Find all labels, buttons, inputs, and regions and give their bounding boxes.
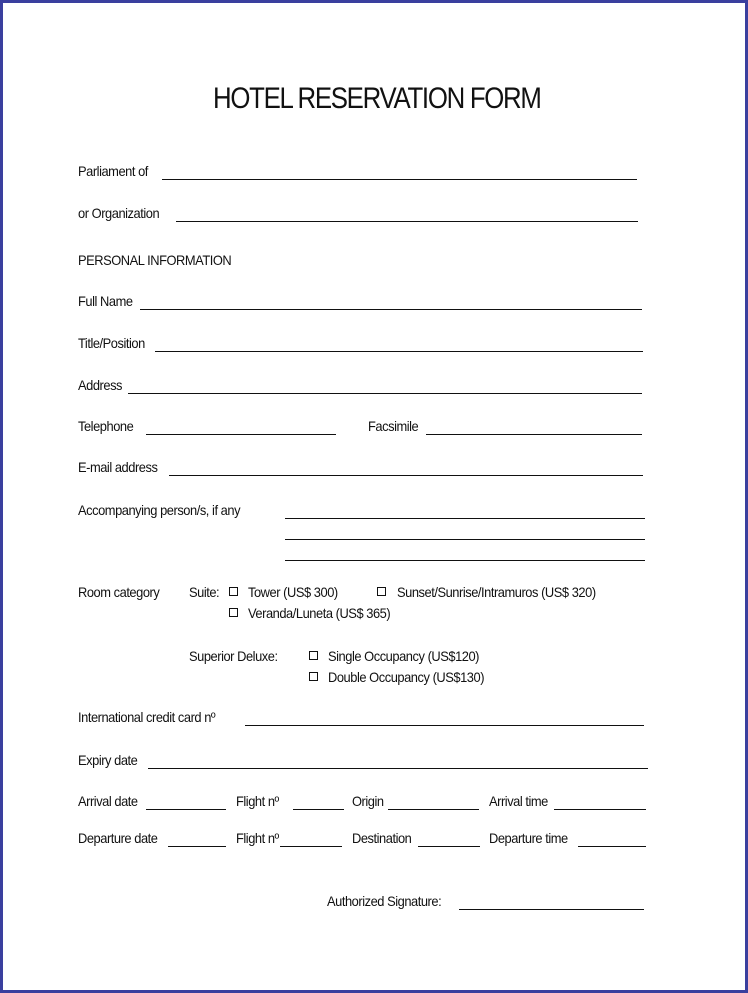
veranda-checkbox[interactable] [229,608,238,617]
expiry-date-field[interactable] [148,768,648,769]
facsimile-field[interactable] [426,434,642,435]
credit-card-field[interactable] [245,725,644,726]
full-name-label: Full Name [78,293,133,309]
title-position-field[interactable] [155,351,643,352]
single-occupancy-label: Single Occupancy (US$120) [328,648,480,664]
room-category-label: Room category [78,584,160,600]
arrival-time-label: Arrival time [489,793,548,809]
departure-date-field[interactable] [168,846,226,847]
tower-checkbox[interactable] [229,587,238,596]
double-occupancy-label: Double Occupancy (US$130) [328,669,485,685]
organization-label: or Organization [78,205,160,221]
accompanying-field-3[interactable] [285,560,645,561]
authorized-signature-field[interactable] [459,909,644,910]
parliament-field[interactable] [162,179,637,180]
email-field[interactable] [169,475,643,476]
telephone-field[interactable] [146,434,336,435]
suite-label: Suite: [189,584,220,600]
departure-date-label: Departure date [78,830,158,846]
arrival-time-field[interactable] [554,809,646,810]
arrival-date-label: Arrival date [78,793,138,809]
sunset-option-label: Sunset/Sunrise/Intramuros (US$ 320) [397,584,596,600]
personal-info-heading: PERSONAL INFORMATION [78,252,232,268]
tower-option-label: Tower (US$ 300) [248,584,338,600]
expiry-date-label: Expiry date [78,752,138,768]
sunset-checkbox[interactable] [377,587,386,596]
facsimile-label: Facsimile [368,418,419,434]
title-position-label: Title/Position [78,335,145,351]
credit-card-label: International credit card nº [78,709,216,725]
address-label: Address [78,377,123,393]
origin-field[interactable] [388,809,479,810]
arrival-flight-field[interactable] [293,809,344,810]
accompanying-field-2[interactable] [285,539,645,540]
departure-flight-label: Flight nº [236,830,279,846]
email-label: E-mail address [78,459,158,475]
full-name-field[interactable] [140,309,642,310]
double-occupancy-checkbox[interactable] [309,672,318,681]
destination-label: Destination [352,830,412,846]
arrival-date-field[interactable] [146,809,226,810]
arrival-flight-label: Flight nº [236,793,279,809]
telephone-label: Telephone [78,418,134,434]
superior-deluxe-label: Superior Deluxe: [189,648,278,664]
organization-field[interactable] [176,221,638,222]
departure-time-field[interactable] [578,846,646,847]
origin-label: Origin [352,793,384,809]
destination-field[interactable] [418,846,480,847]
accompanying-field-1[interactable] [285,518,645,519]
single-occupancy-checkbox[interactable] [309,651,318,660]
address-field[interactable] [128,393,642,394]
departure-time-label: Departure time [489,830,568,846]
accompanying-label: Accompanying person/s, if any [78,502,241,518]
parliament-label: Parliament of [78,163,148,179]
form-title: HOTEL RESERVATION FORM [213,82,541,115]
departure-flight-field[interactable] [280,846,342,847]
veranda-option-label: Veranda/Luneta (US$ 365) [248,605,391,621]
authorized-signature-label: Authorized Signature: [327,893,442,909]
